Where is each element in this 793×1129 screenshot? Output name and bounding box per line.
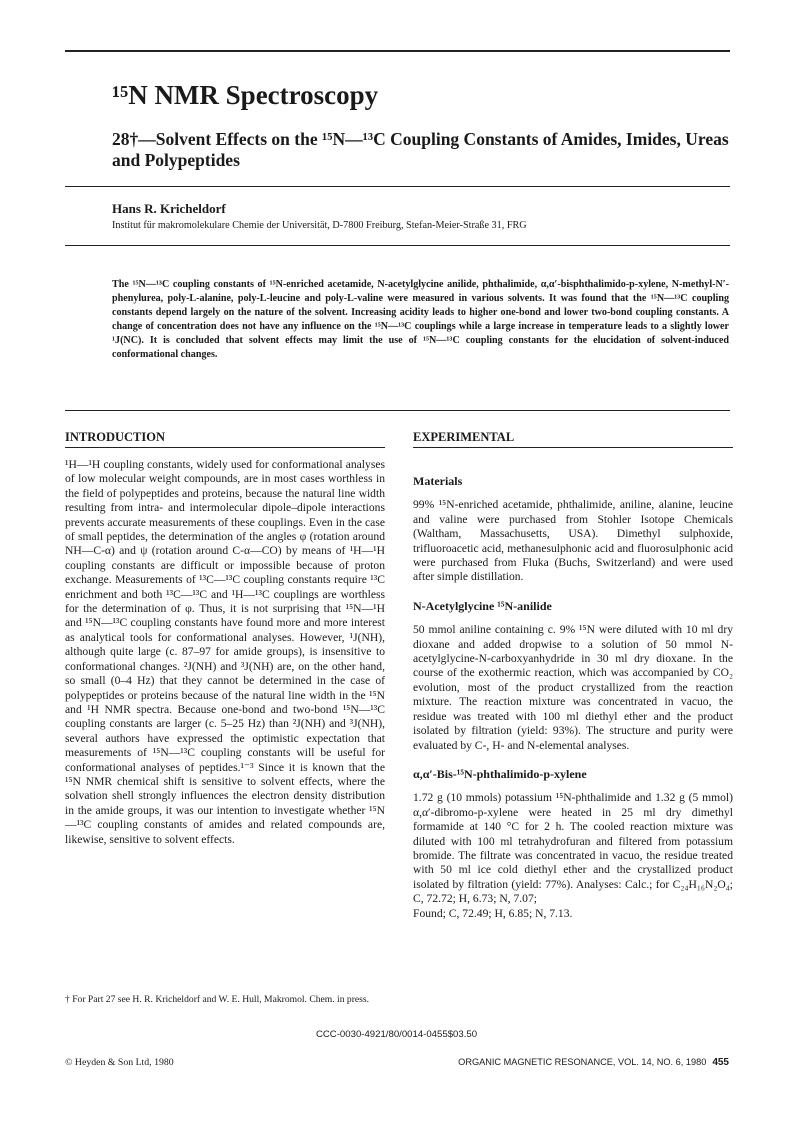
introduction-heading: INTRODUCTION [65,430,385,448]
found-text: Found; C, 72.49; H, 6.85; N, 7.13. [413,906,573,920]
introduction-column [65,430,385,847]
anilide-text: 50 mmol aniline containing c. 9% ¹⁵N were diluted with 10 ml dry dioxane and added dropwise to a solution of 50 mmol N-acetylglycine-N-carboxyanhydride in 30 ml dry dioxane. In the course of the exothermic reaction, which was accompanied by CO₂ evolution, most of the product crystallized from the reaction mixture. The reaction mixture was concentrated in vacuo, the residue was treated with 100 ml diethyl ether and the product isolated by filtration (yield: 93%). The structure and purity were evaluated by C-, H- and N-elemental analyses. [413,623,733,752]
author-affiliation: Institut für makromolekulare Chemie der Universität, D-7800 Freiburg, Stefan-Meier-Straße 31, FRG [112,220,527,231]
materials-text: 99% ¹⁵N-enriched acetamide, phthalimide, aniline, alanine, leucine and valine were purchased from Stohler Isotope Chemicals (Waltham, Massachusetts, USA). Dimethyl sulphoxide, trifluoroacetic acid, methanesulphonic acid and fluorosulphonic acid were purchased from Fluka (Buchs, Switzerland) and were used after simple distillation. [413,498,733,584]
abstract-rule [65,410,730,411]
author-name: Hans R. Kricheldorf [112,201,226,216]
copyright: © Heyden & Son Ltd, 1980 [65,1057,174,1068]
experimental-heading: EXPERIMENTAL [413,430,733,448]
article-title: ¹⁵N NMR Spectroscopy [112,80,379,110]
article-subtitle: 28†—Solvent Effects on the ¹⁵N—¹³C Coupling Constants of Amides, Imides, Ureas and Polypeptides [112,129,729,170]
materials-heading: Materials [413,474,463,488]
journal-citation [458,1057,729,1068]
xylene-text: 1.72 g (10 mmols) potassium ¹⁵N-phthalimide and 1.32 g (5 mmol) α,α′-dibromo-p-xylene were heated in 25 ml dry dimethyl formamide at 140 °C for 2 h. The cooled reaction mixture was diluted with 100 ml tetrahydrofuran and filtered from potassium bromide. The filtrate was concentrated in vacuo, the residue treated with 50 ml ice cold diethyl ether and the crystallized product isolated by filtration (yield: 77%). Analyses: Calc.; for C₂₄H₁₆N₂O₄; C, 72.72; H, 6.73; N, 7.07; [413,791,733,906]
top-rule [65,50,730,52]
title-rule [65,186,730,187]
page-number: 455 [712,1057,729,1068]
affiliation-rule [65,245,730,246]
experimental-column [413,430,733,921]
abstract: The ¹⁵N—¹³C coupling constants of ¹⁵N-enriched acetamide, N-acetylglycine anilide, phthalimide, α,α′-bisphthalimido-p-xylene, N-methyl-N′-phenylurea, poly-L-alanine, poly-L-leucine and poly-L-valine were measured in various solvents. It was found that the ¹⁵N—¹³C coupling constants depend largely on the nature of the solvent. Increasing acidity leads to higher one-bond and lower two-bond coupling constants. A change of concentration does not have any influence on the ¹⁵N—¹³C couplings while a large increase in temperature leads to a slightly lower ¹J(NC). It is concluded that solvent effects may limit the use of ¹⁵N—¹³C coupling constants for the elucidation of solvent-induced conformational changes. [112,279,729,360]
journal-name: ORGANIC MAGNETIC RESONANCE, VOL. 14, NO. 6, 1980 [458,1057,707,1067]
xylene-heading: α,α′-Bis-¹⁵N-phthalimido-p-xylene [413,766,587,781]
footnote: † For Part 27 see H. R. Kricheldorf and W. E. Hull, Makromol. Chem. in press. [65,994,370,1005]
issn-code: CCC-0030-4921/80/0014-0455$03.50 [315,1029,478,1040]
anilide-heading: N-Acetylglycine ¹⁵N-anilide [413,598,552,613]
introduction-text: ¹H—¹H coupling constants, widely used for conformational analyses of low molecular weight compounds, are in most cases worthless in the field of polypeptides and proteins, because the natural line width resulting from intra- and intermolecular dipole–dipole interactions prevents accurate measurements of these couplings. Even in the case of small peptides, the determination of the angles φ (rotation around NH—C-α) and ψ (rotation around C-α—CO) by means of ¹H—¹H coupling constants are difficult or impossible because of proton exchange. Measurements of ¹³C—¹³C coupling constants require ¹³C enrichment and both ¹³C—¹³C and ¹H—¹³C couplings are worthless for the determination of φ. Thus, it is not surprising that ¹⁵N—¹H and ¹⁵N—¹³C coupling constants have found more and more interest as analytical tools for conformational analyses. However, ¹J(NH), although quite large (c. 87–97 for amide groups), is insensitive to conformational changes. ²J(NH) and ³J(NH) are, on the other hand, so small (0–4 Hz) that they cannot be determined in the case of polypeptides or proteins because of the natural line width in the ¹⁵N and ¹H NMR spectra. Because one-bond and two-bond ¹⁵N—¹³C coupling constants are larger (c. 5–25 Hz) than ²J(NH) and ³J(NH), several authors have expressed the optimistic expectation that measurements of ¹⁵N—¹³C coupling constants will be useful for conformational analyses of peptides.¹⁻³ Since it is known that the ¹⁵N NMR chemical shift is sensitive to solvent effects, where the solvation shell strongly influences the electron density distribution in the amide groups, it was our intention to investigate whether ¹⁵N—¹³C coupling constants of amides and related compounds are, likewise, sensitive to solvent effects. [65,458,385,846]
